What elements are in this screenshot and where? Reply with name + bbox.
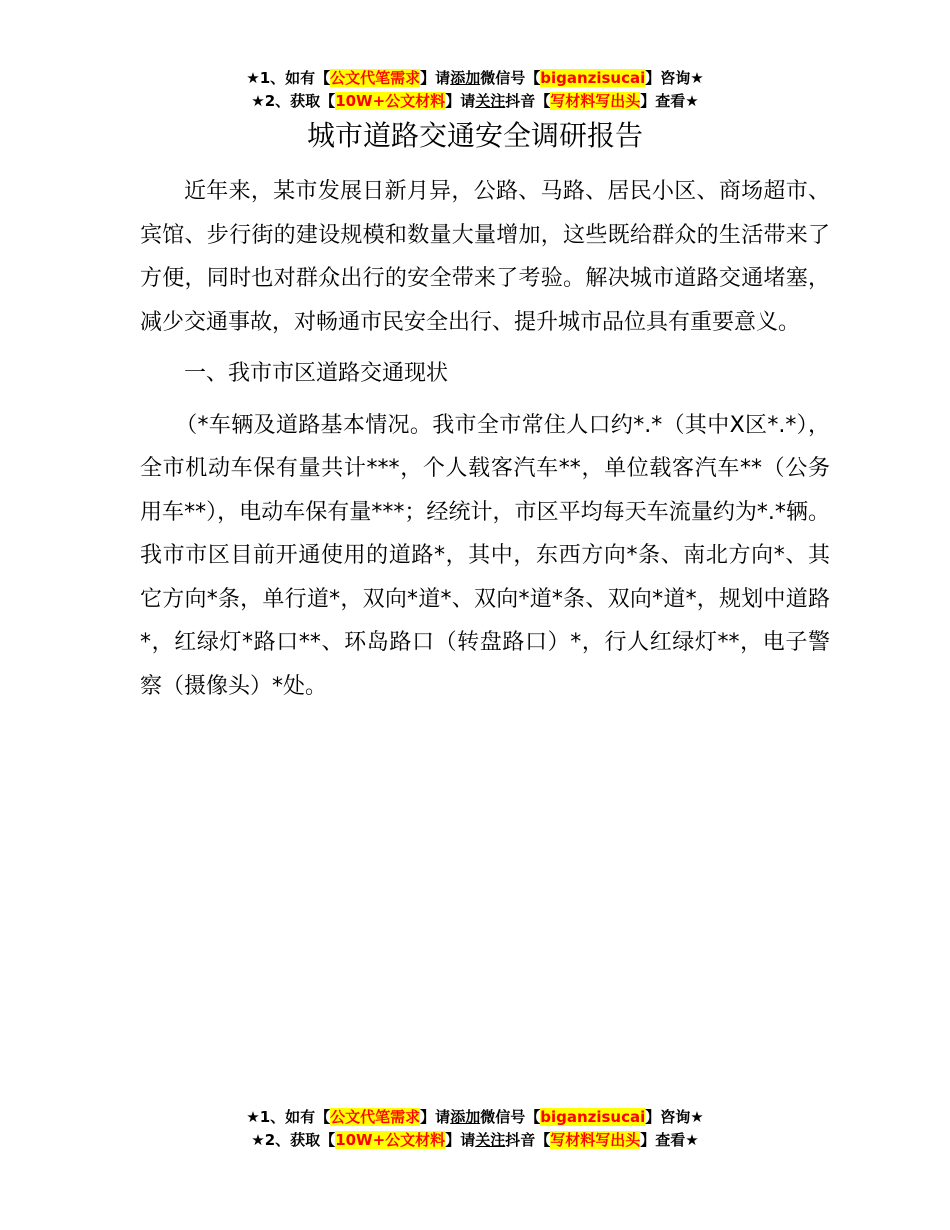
banner-text: 】请: [420, 69, 451, 87]
banner-text: ★1、如有【: [246, 1108, 331, 1126]
banner-text: ★2、获取【: [251, 1131, 336, 1149]
banner-underlined: 关注: [475, 92, 506, 110]
header-banner: [0, 67, 950, 113]
banner-text: 】咨询★: [645, 69, 704, 87]
banner-text: 】查看★: [640, 1131, 699, 1149]
banner-text: 抖音【: [505, 92, 551, 110]
footer-banner: [0, 1106, 950, 1152]
banner-text: 】请: [420, 1108, 451, 1126]
banner-highlight: biganzisucai: [540, 1108, 646, 1126]
document-body: [140, 170, 830, 708]
banner-line-2: [0, 90, 950, 113]
banner-text: ★1、如有【: [246, 69, 331, 87]
banner-highlight: 10W+公文材料: [335, 1131, 446, 1149]
banner-text: 】咨询★: [645, 1108, 704, 1126]
banner-underlined: 添加: [450, 69, 481, 87]
banner-highlight: 写材料写出头: [550, 1131, 641, 1149]
banner-highlight: 写材料写出头: [550, 92, 641, 110]
banner-underlined: 关注: [475, 1131, 506, 1149]
banner-underlined: 添加: [450, 1108, 481, 1126]
paragraph-vehicles-roads: （*车辆及道路基本情况。我市全市常住人口约*.*（其中X区*.*），全市机动车保有量共计***，个人载客汽车**，单位载客汽车**（公务用车**），电动车保有量***；经统计，市区平均每天车流量约为*.*辆。我市市区目前开通使用的道路*，其中，东西方向*条、南北方向*、其它方向*条，单行道*，双向*道*、双向*道*条、双向*道*，规划中道路*，红绿灯*路口**、环岛路口（转盘路口）*，行人红绿灯**，电子警察（摄像头）*处。: [140, 412, 830, 699]
banner-highlight: 10W+公文材料: [335, 92, 446, 110]
banner-line-1: [0, 1106, 950, 1129]
banner-text: 抖音【: [505, 1131, 551, 1149]
paragraph-intro: 近年来，某市发展日新月异，公路、马路、居民小区、商场超市、宾馆、步行街的建设规模和数量大量增加，这些既给群众的生活带来了方便，同时也对群众出行的安全带来了考验。解决城市道路交通堵塞，减少交通事故，对畅通市民安全出行、提升城市品位具有重要意义。: [140, 179, 830, 335]
banner-text: 】请: [445, 92, 476, 110]
document-title: 城市道路交通安全调研报告: [306, 119, 643, 152]
banner-line-1: [0, 67, 950, 90]
banner-text: 】查看★: [640, 92, 699, 110]
banner-text: 微信号【: [480, 1108, 541, 1126]
banner-line-2: [0, 1129, 950, 1152]
banner-text: 微信号【: [480, 69, 541, 87]
banner-highlight: 公文代笔需求: [330, 69, 421, 87]
section-heading: 一、我市市区道路交通现状: [184, 361, 449, 386]
banner-text: ★2、获取【: [251, 92, 336, 110]
banner-text: 】请: [445, 1131, 476, 1149]
banner-highlight: biganzisucai: [540, 69, 646, 87]
banner-highlight: 公文代笔需求: [330, 1108, 421, 1126]
